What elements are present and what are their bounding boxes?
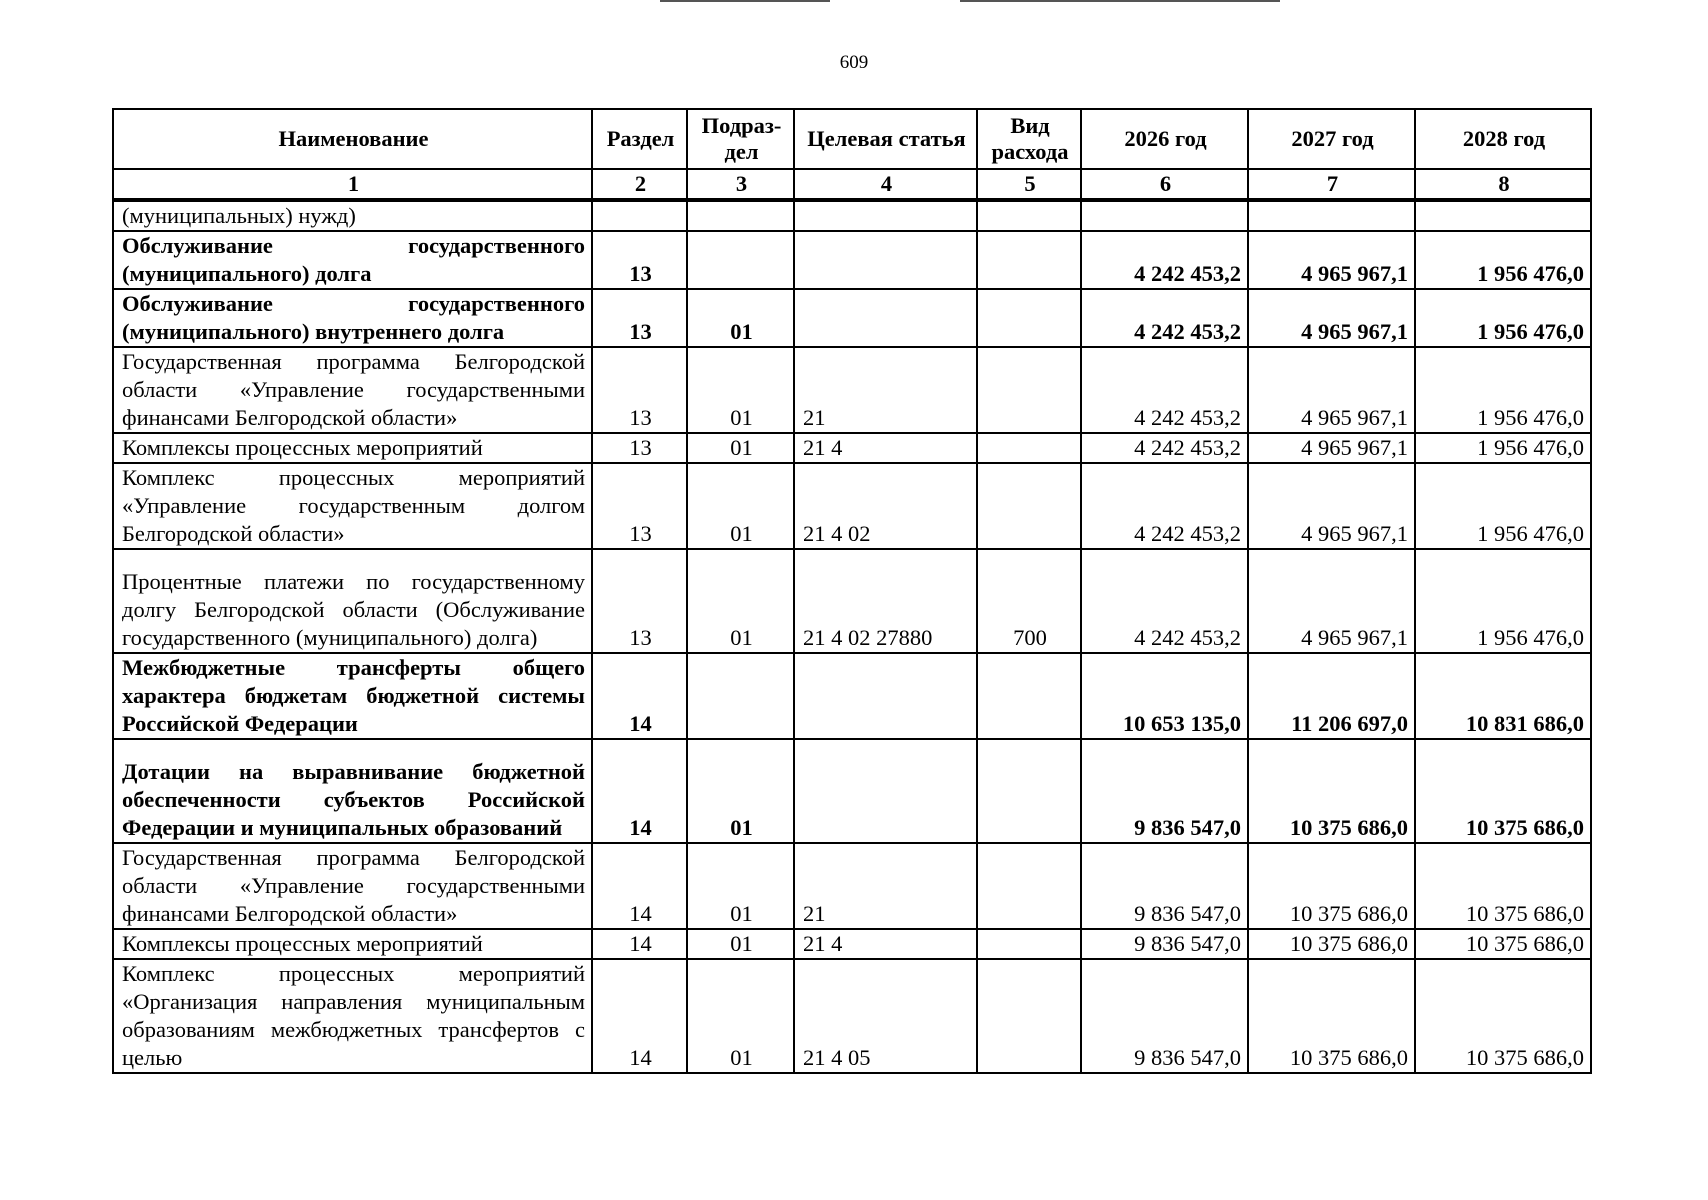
- table-row: [113, 347, 1591, 433]
- row-2028-cell: 10 831 686,0: [1415, 653, 1591, 739]
- table-row: [113, 959, 1591, 1073]
- row-statya-cell: [794, 200, 977, 231]
- budget-table: [112, 108, 1592, 1074]
- row-2026-cell: 4 242 453,2: [1081, 549, 1248, 653]
- row-statya-cell: 21 4: [794, 929, 977, 959]
- row-vid-cell: [977, 347, 1081, 433]
- row-2027-cell: 4 965 967,1: [1248, 433, 1415, 463]
- column-header-2028: 2028 год: [1415, 109, 1591, 169]
- row-podrazdel-cell: 01: [687, 843, 794, 929]
- row-vid-cell: [977, 739, 1081, 843]
- row-statya-cell: 21 4 05: [794, 959, 977, 1073]
- row-name-cell: Обслуживание государственного (муниципального) долга: [113, 231, 592, 289]
- column-header-podrazdel: Подраз-дел: [687, 109, 794, 169]
- row-razdel-cell: 14: [592, 929, 687, 959]
- row-2026-cell: 4 242 453,2: [1081, 231, 1248, 289]
- row-statya-cell: 21 4: [794, 433, 977, 463]
- row-2028-cell: 1 956 476,0: [1415, 347, 1591, 433]
- page-number: 609: [839, 52, 869, 73]
- row-statya-cell: [794, 289, 977, 347]
- row-vid-cell: [977, 929, 1081, 959]
- row-razdel-cell: 13: [592, 347, 687, 433]
- row-name-cell: Обслуживание государственного (муниципального) внутреннего долга: [113, 289, 592, 347]
- row-podrazdel-cell: [687, 653, 794, 739]
- row-statya-cell: [794, 231, 977, 289]
- table-row: [113, 463, 1591, 549]
- table-row: [113, 289, 1591, 347]
- row-2027-cell: 4 965 967,1: [1248, 231, 1415, 289]
- column-header-vid: Вид расхода: [977, 109, 1081, 169]
- row-vid-cell: [977, 289, 1081, 347]
- table-row: [113, 200, 1591, 231]
- row-2026-cell: [1081, 200, 1248, 231]
- row-razdel-cell: 14: [592, 959, 687, 1073]
- row-statya-cell: 21 4 02 27880: [794, 549, 977, 653]
- row-vid-cell: [977, 843, 1081, 929]
- row-podrazdel-cell: 01: [687, 463, 794, 549]
- column-header-2027: 2027 год: [1248, 109, 1415, 169]
- row-2028-cell: 1 956 476,0: [1415, 231, 1591, 289]
- row-vid-cell: 700: [977, 549, 1081, 653]
- column-header-2026: 2026 год: [1081, 109, 1248, 169]
- row-razdel-cell: 13: [592, 463, 687, 549]
- table-row: [113, 843, 1591, 929]
- row-2026-cell: 4 242 453,2: [1081, 347, 1248, 433]
- column-number: 3: [687, 169, 794, 200]
- row-2027-cell: 10 375 686,0: [1248, 959, 1415, 1073]
- row-vid-cell: [977, 200, 1081, 231]
- row-name-cell: Комплекс процессных мероприятий «Управление государственным долгом Белгородской области»: [113, 463, 592, 549]
- column-number: 8: [1415, 169, 1591, 200]
- column-number: 7: [1248, 169, 1415, 200]
- row-2027-cell: 4 965 967,1: [1248, 289, 1415, 347]
- row-vid-cell: [977, 433, 1081, 463]
- table-row: [113, 549, 1591, 653]
- column-number: 5: [977, 169, 1081, 200]
- scan-artifact-line: [660, 0, 830, 2]
- header-row: [113, 109, 1591, 169]
- row-podrazdel-cell: 01: [687, 347, 794, 433]
- row-2028-cell: 10 375 686,0: [1415, 739, 1591, 843]
- table-row: [113, 653, 1591, 739]
- table-row: [113, 231, 1591, 289]
- table-row: [113, 433, 1591, 463]
- row-2026-cell: 4 242 453,2: [1081, 433, 1248, 463]
- column-number: 1: [113, 169, 592, 200]
- row-2027-cell: 10 375 686,0: [1248, 843, 1415, 929]
- column-header-statya: Целевая статья: [794, 109, 977, 169]
- row-2027-cell: 4 965 967,1: [1248, 549, 1415, 653]
- table-row: [113, 929, 1591, 959]
- row-2026-cell: 9 836 547,0: [1081, 739, 1248, 843]
- scan-artifact-line: [960, 0, 1280, 2]
- column-number: 4: [794, 169, 977, 200]
- row-podrazdel-cell: 01: [687, 929, 794, 959]
- row-name-cell: Государственная программа Белгородской области «Управление государственными финансами Белгородской области»: [113, 843, 592, 929]
- row-razdel-cell: 13: [592, 433, 687, 463]
- row-2026-cell: 9 836 547,0: [1081, 929, 1248, 959]
- table-body: [113, 200, 1591, 1073]
- row-name-cell: Государственная программа Белгородской области «Управление государственными финансами Белгородской области»: [113, 347, 592, 433]
- row-razdel-cell: 14: [592, 739, 687, 843]
- column-number-row: [113, 169, 1591, 200]
- row-2026-cell: 9 836 547,0: [1081, 959, 1248, 1073]
- row-podrazdel-cell: 01: [687, 549, 794, 653]
- row-2028-cell: 1 956 476,0: [1415, 433, 1591, 463]
- row-razdel-cell: 13: [592, 289, 687, 347]
- row-statya-cell: [794, 653, 977, 739]
- row-2028-cell: 1 956 476,0: [1415, 463, 1591, 549]
- row-2027-cell: [1248, 200, 1415, 231]
- row-2027-cell: 11 206 697,0: [1248, 653, 1415, 739]
- row-vid-cell: [977, 653, 1081, 739]
- row-2028-cell: 10 375 686,0: [1415, 959, 1591, 1073]
- row-name-cell: Процентные платежи по государственному долгу Белгородской области (Обслуживание государственного (муниципального) долга): [113, 549, 592, 653]
- column-header-name: Наименование: [113, 109, 592, 169]
- row-podrazdel-cell: 01: [687, 959, 794, 1073]
- row-2027-cell: 10 375 686,0: [1248, 929, 1415, 959]
- row-razdel-cell: 13: [592, 231, 687, 289]
- row-2028-cell: 10 375 686,0: [1415, 843, 1591, 929]
- row-podrazdel-cell: [687, 231, 794, 289]
- row-vid-cell: [977, 231, 1081, 289]
- row-vid-cell: [977, 463, 1081, 549]
- row-razdel-cell: 13: [592, 549, 687, 653]
- row-statya-cell: [794, 739, 977, 843]
- row-razdel-cell: 14: [592, 843, 687, 929]
- row-2026-cell: 4 242 453,2: [1081, 463, 1248, 549]
- row-2028-cell: 1 956 476,0: [1415, 289, 1591, 347]
- row-name-cell: Комплексы процессных мероприятий: [113, 929, 592, 959]
- row-razdel-cell: [592, 200, 687, 231]
- row-vid-cell: [977, 959, 1081, 1073]
- row-2027-cell: 4 965 967,1: [1248, 463, 1415, 549]
- row-2027-cell: 10 375 686,0: [1248, 739, 1415, 843]
- row-name-cell: Комплексы процессных мероприятий: [113, 433, 592, 463]
- row-statya-cell: 21 4 02: [794, 463, 977, 549]
- row-podrazdel-cell: [687, 200, 794, 231]
- row-podrazdel-cell: 01: [687, 739, 794, 843]
- column-number: 6: [1081, 169, 1248, 200]
- column-header-razdel: Раздел: [592, 109, 687, 169]
- row-name-cell: Комплекс процессных мероприятий «Организация направления муниципальным образованиям межбюджетных трансфертов с целью: [113, 959, 592, 1073]
- row-statya-cell: 21: [794, 843, 977, 929]
- row-podrazdel-cell: 01: [687, 289, 794, 347]
- row-2028-cell: 10 375 686,0: [1415, 929, 1591, 959]
- row-2028-cell: [1415, 200, 1591, 231]
- row-2026-cell: 9 836 547,0: [1081, 843, 1248, 929]
- row-name-cell: (муниципальных) нужд): [113, 200, 592, 231]
- row-razdel-cell: 14: [592, 653, 687, 739]
- row-podrazdel-cell: 01: [687, 433, 794, 463]
- row-2027-cell: 4 965 967,1: [1248, 347, 1415, 433]
- table-row: [113, 739, 1591, 843]
- row-2026-cell: 4 242 453,2: [1081, 289, 1248, 347]
- row-name-cell: Межбюджетные трансферты общего характера бюджетам бюджетной системы Российской Федерации: [113, 653, 592, 739]
- row-2028-cell: 1 956 476,0: [1415, 549, 1591, 653]
- row-name-cell: Дотации на выравнивание бюджетной обеспеченности субъектов Российской Федерации и муниципальных образований: [113, 739, 592, 843]
- row-2026-cell: 10 653 135,0: [1081, 653, 1248, 739]
- column-number: 2: [592, 169, 687, 200]
- row-statya-cell: 21: [794, 347, 977, 433]
